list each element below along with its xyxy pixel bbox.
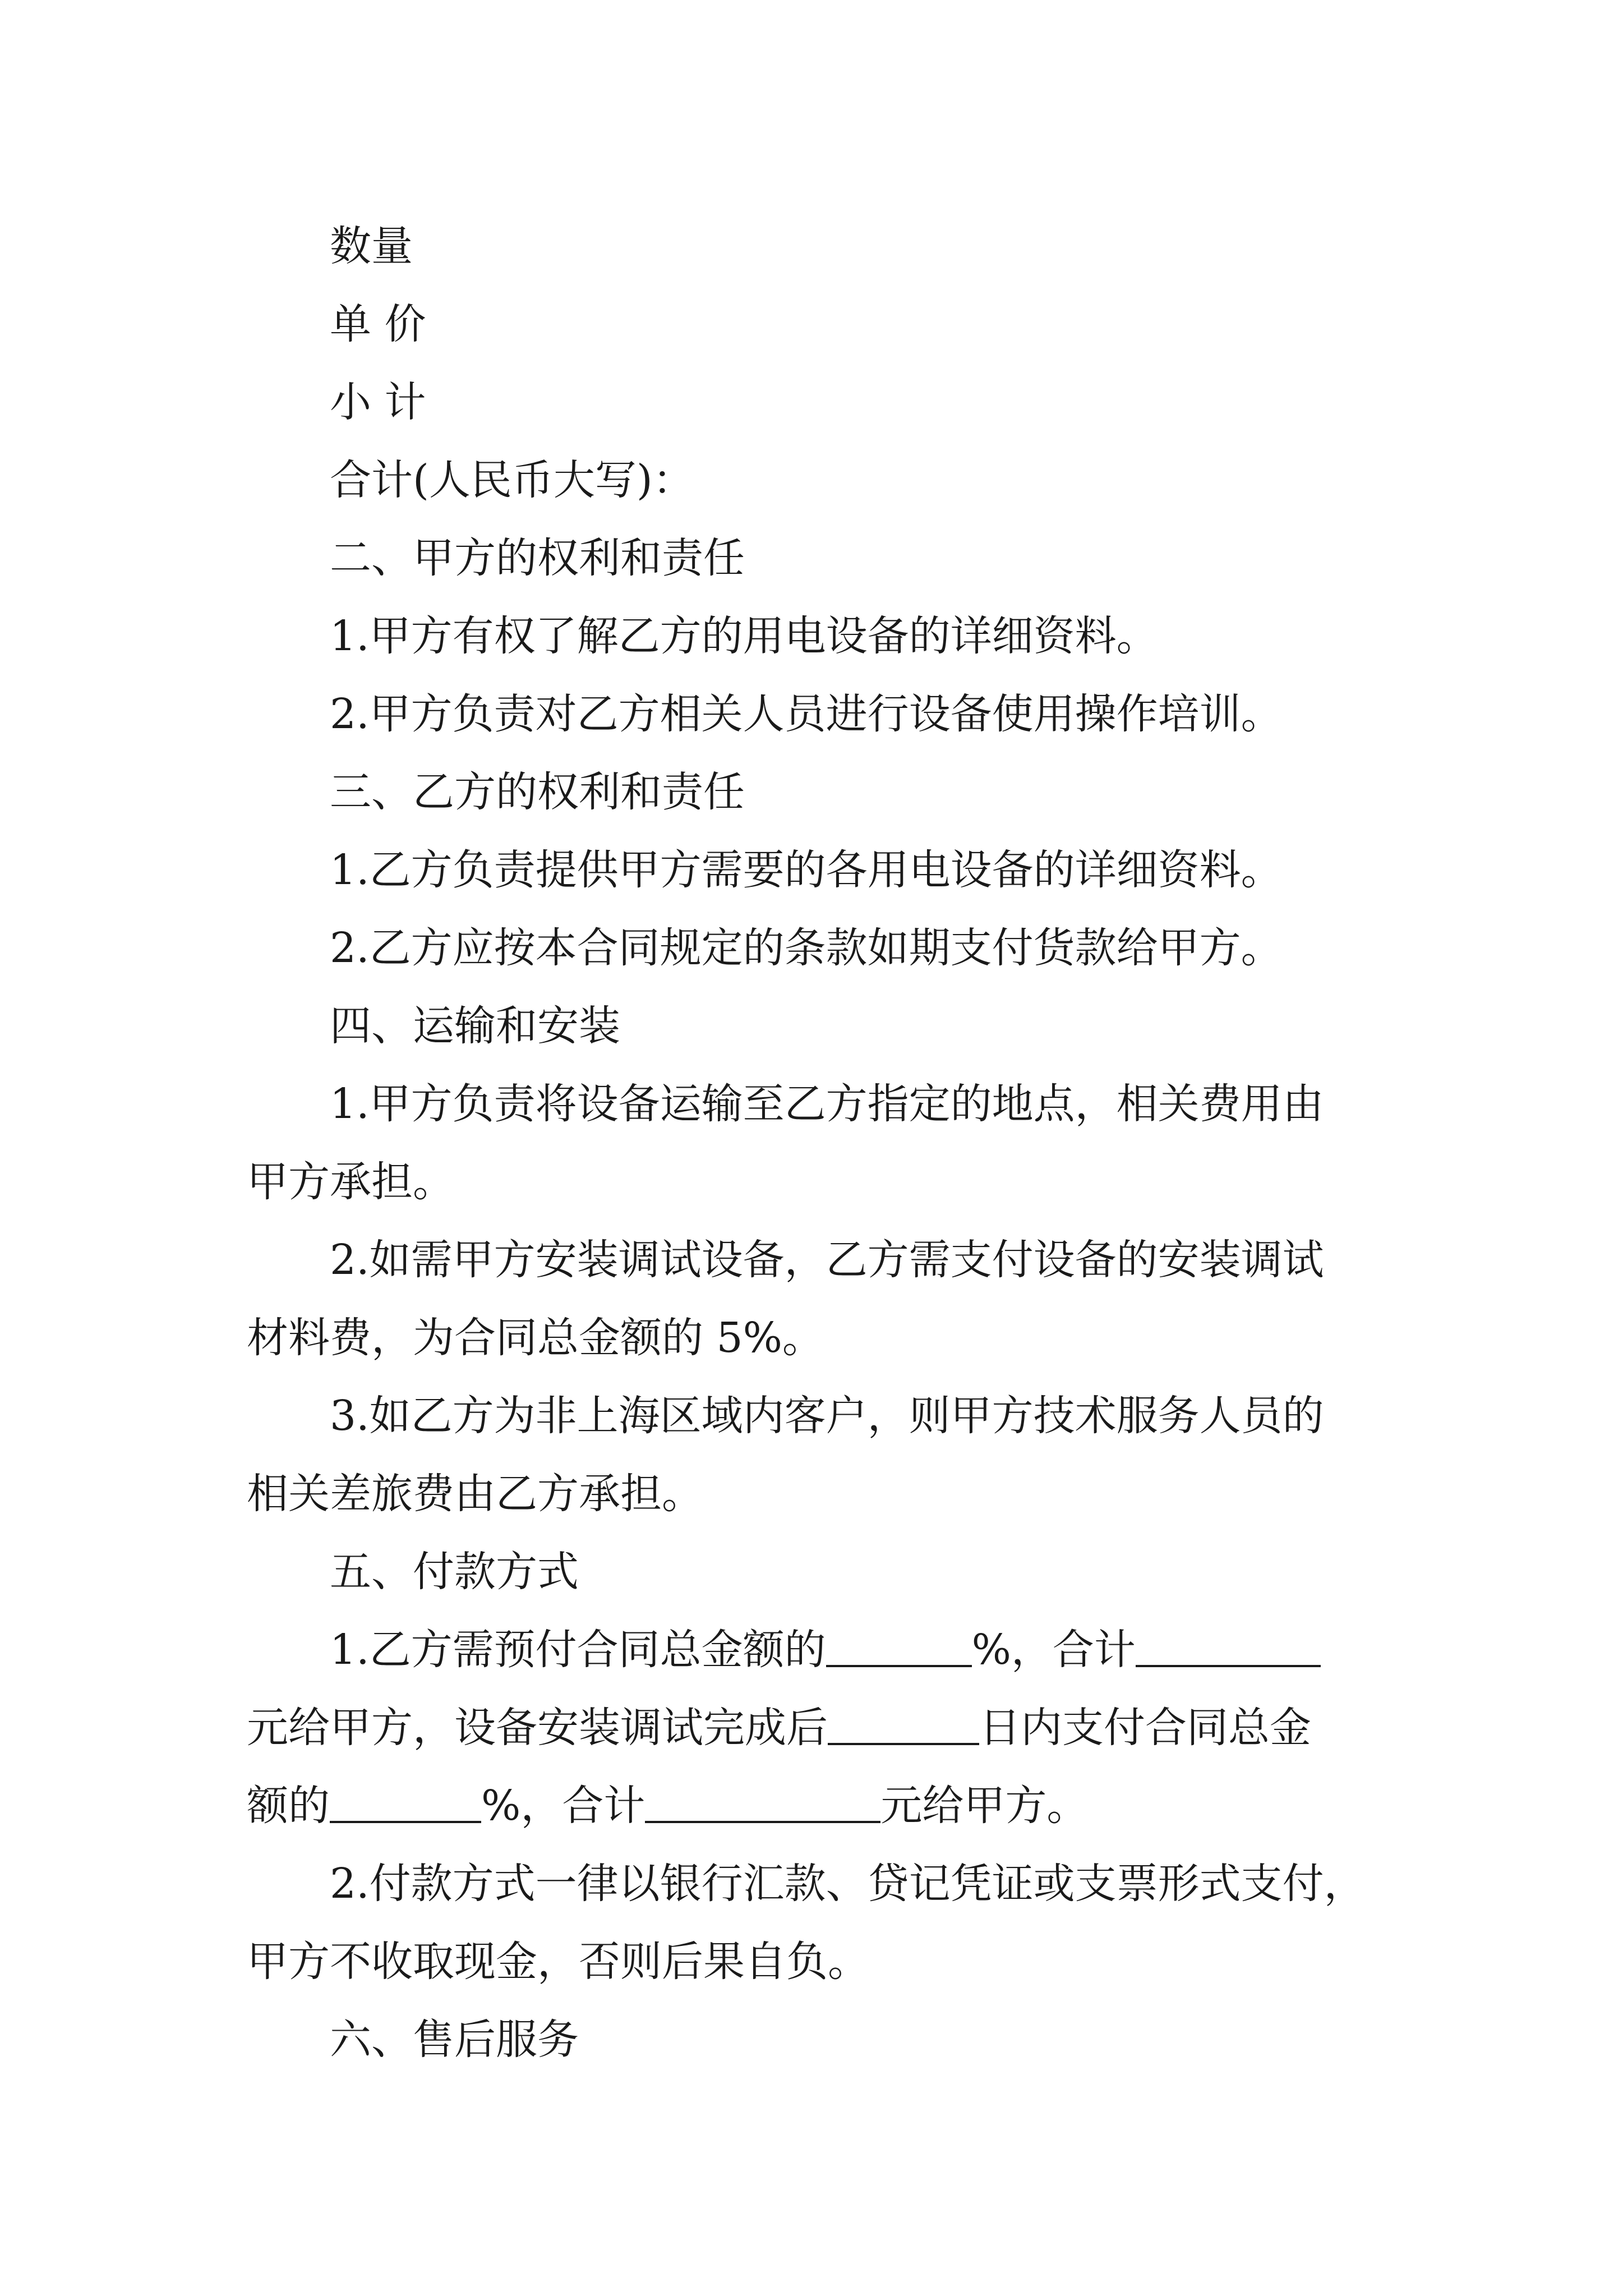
transport-item-3-line-2: 相关差旅费由乙方承担。 <box>247 1470 703 1518</box>
payment-item-1-line-1 <box>247 1611 1391 1689</box>
section-heading-payment: 五、付款方式 <box>330 1548 579 1596</box>
blank-field[interactable] <box>1136 1629 1321 1667</box>
blank-field[interactable] <box>330 1785 481 1823</box>
payment-item-1-line-3 <box>247 1767 1391 1845</box>
blank-field[interactable] <box>828 1707 979 1745</box>
party-a-item-1: 1.甲方有权了解乙方的用电设备的详细资料。 <box>330 612 1158 660</box>
party-b-item-2: 2.乙方应按本合同规定的条款如期支付货款给甲方。 <box>330 924 1283 972</box>
payment-item-1-line-2 <box>247 1689 1391 1767</box>
payment-item-2-line-1: 2.付款方式一律以银行汇款、贷记凭证或支票形式支付， <box>330 1860 1366 1908</box>
payment-item-2-line-2: 甲方不收取现金，否则后果自负。 <box>247 1938 869 1986</box>
transport-item-2-line-2: 材料费，为合同总金额的 5%。 <box>247 1314 824 1362</box>
table-header-total-rmb: 合计(人民币大写)： <box>330 456 694 504</box>
transport-item-1-line-1: 1.甲方负责将设备运输至乙方指定的地点，相关费用由 <box>330 1080 1324 1128</box>
transport-item-1-line-2: 甲方承担。 <box>247 1158 454 1206</box>
payment-text: 日内支付合同总金 <box>979 1704 1311 1752</box>
blank-field[interactable] <box>645 1785 880 1823</box>
transport-item-2-line-1: 2.如需甲方安装调试设备，乙方需支付设备的安装调试 <box>330 1236 1324 1284</box>
table-header-subtotal: 小 计 <box>330 378 426 426</box>
payment-text: 元给甲方，设备安装调试完成后 <box>247 1704 828 1752</box>
section-heading-party-b-rights: 三、乙方的权利和责任 <box>330 768 745 816</box>
transport-item-3-line-1: 3.如乙方为非上海区域内客户，则甲方技术服务人员的 <box>330 1392 1324 1440</box>
section-heading-transport: 四、运输和安装 <box>330 1002 620 1050</box>
contract-body <box>247 208 1391 2079</box>
blank-field[interactable] <box>826 1629 972 1667</box>
payment-text: 1.乙方需预付合同总金额的 <box>330 1626 826 1674</box>
section-heading-after-sales: 六、售后服务 <box>330 2016 579 2064</box>
party-a-item-2: 2.甲方负责对乙方相关人员进行设备使用操作培训。 <box>330 690 1283 738</box>
payment-text: 额的 <box>247 1782 330 1830</box>
section-heading-party-a-rights: 二、甲方的权利和责任 <box>330 534 745 582</box>
payment-text: %，合计 <box>971 1626 1136 1674</box>
table-header-quantity: 数量 <box>330 222 413 270</box>
party-b-item-1: 1.乙方负责提供甲方需要的各用电设备的详细资料。 <box>330 846 1283 894</box>
table-header-unit-price: 单 价 <box>330 300 426 348</box>
payment-text: 元给甲方。 <box>880 1782 1089 1830</box>
payment-text: %，合计 <box>481 1782 645 1830</box>
